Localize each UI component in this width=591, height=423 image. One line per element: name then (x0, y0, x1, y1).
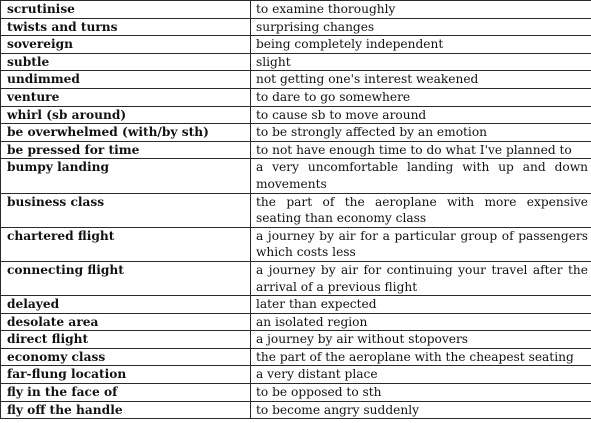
term-cell: chartered flight (1, 227, 251, 261)
term-cell: far-flung location (1, 366, 251, 384)
table-row (1, 401, 591, 419)
table-row (1, 348, 591, 366)
term-cell: undimmed (1, 71, 251, 89)
definition-cell: later than expected (251, 296, 591, 314)
table-row (1, 1, 591, 19)
definition-cell: not getting one's interest weakened (251, 71, 591, 89)
table-row (1, 296, 591, 314)
table-row (1, 36, 591, 54)
term-cell: subtle (1, 53, 251, 71)
term-cell: fly in the face of (1, 384, 251, 402)
definition-cell: the part of the aeroplane with the cheapest seating (251, 348, 591, 366)
definition-cell: to not have enough time to do what I've planned to (251, 141, 591, 159)
table-row (1, 313, 591, 331)
table-row (1, 124, 591, 142)
table-row (1, 227, 591, 261)
definition-cell: a journey by air without stopovers (251, 331, 591, 349)
term-cell: whirl (sb around) (1, 106, 251, 124)
definition-cell: surprising changes (251, 18, 591, 36)
term-cell: delayed (1, 296, 251, 314)
term-cell: economy class (1, 348, 251, 366)
definition-cell: to be opposed to sth (251, 384, 591, 402)
definition-cell: to examine thoroughly (251, 1, 591, 19)
definition-cell: to become angry suddenly (251, 401, 591, 419)
table-row (1, 331, 591, 349)
term-cell: business class (1, 193, 251, 227)
table-row (1, 193, 591, 227)
table-row (1, 88, 591, 106)
table-row (1, 53, 591, 71)
table-row (1, 71, 591, 89)
table-row (1, 159, 591, 193)
term-cell: desolate area (1, 313, 251, 331)
term-cell: fly off the handle (1, 401, 251, 419)
table-row (1, 18, 591, 36)
definition-cell: slight (251, 53, 591, 71)
term-cell: connecting flight (1, 261, 251, 295)
term-cell: be overwhelmed (with/by sth) (1, 124, 251, 142)
table-row (1, 141, 591, 159)
term-cell: bumpy landing (1, 159, 251, 193)
definition-cell: a journey by air for a particular group of passengers which costs less (251, 227, 591, 261)
definition-cell: an isolated region (251, 313, 591, 331)
definition-cell: a journey by air for continuing your travel after the arrival of a previous flight (251, 261, 591, 295)
term-cell: be pressed for time (1, 141, 251, 159)
term-cell: direct flight (1, 331, 251, 349)
term-cell: twists and turns (1, 18, 251, 36)
definition-cell: the part of the aeroplane with more expensive seating than economy class (251, 193, 591, 227)
term-cell: scrutinise (1, 1, 251, 19)
term-cell: sovereign (1, 36, 251, 54)
definition-cell: a very distant place (251, 366, 591, 384)
definition-cell: to dare to go somewhere (251, 88, 591, 106)
table-row (1, 261, 591, 295)
definition-cell: a very uncomfortable landing with up and down movements (251, 159, 591, 193)
table-row (1, 366, 591, 384)
table-row (1, 384, 591, 402)
term-cell: venture (1, 88, 251, 106)
definition-cell: to be strongly affected by an emotion (251, 124, 591, 142)
definition-cell: to cause sb to move around (251, 106, 591, 124)
table-row (1, 106, 591, 124)
definition-cell: being completely independent (251, 36, 591, 54)
